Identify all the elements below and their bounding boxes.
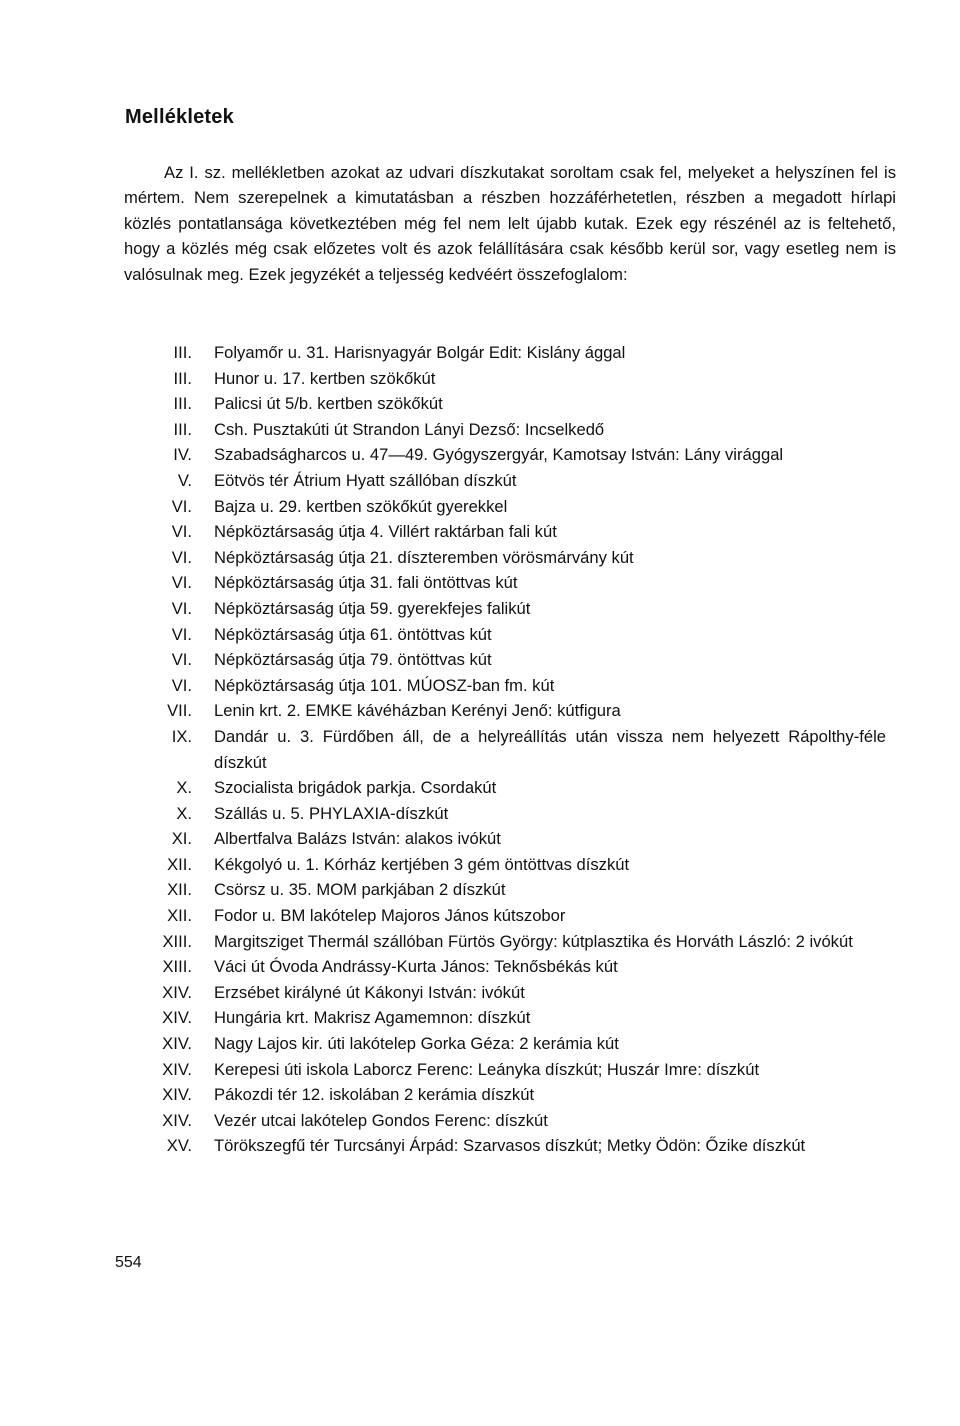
district-number: IV. (173, 445, 192, 465)
fountain-entry: Váci út Óvoda Andrássy-Kurta János: Teknősbékás kút (214, 957, 618, 977)
fountain-entry: Fodor u. BM lakótelep Majoros János kútszobor (214, 906, 566, 926)
fountain-entry: Kerepesi úti iskola Laborcz Ferenc: Leányka díszkút; Huszár Imre: díszkút (214, 1059, 760, 1079)
district-number: X. (176, 778, 192, 798)
fountain-entry: Szabadságharcos u. 47—49. Gyógyszergyár, Kamotsay István: Lány virággal (214, 445, 784, 465)
fountain-entry: Eötvös tér Átrium Hyatt szállóban díszkút (214, 470, 517, 490)
list-item (124, 391, 904, 417)
list-item (124, 647, 904, 673)
district-number: XII. (167, 880, 192, 900)
fountain-entry: Hunor u. 17. kertben szökőkút (214, 368, 436, 388)
fountain-entry: Népköztársaság útja 101. MÚOSZ-ban fm. kút (214, 675, 555, 695)
list-item (124, 545, 904, 571)
district-number: VI. (171, 624, 192, 644)
district-number: III. (173, 419, 192, 439)
district-number: XV. (166, 1136, 192, 1156)
fountain-entry: Pákozdi tér 12. iskolában 2 kerámia díszkút (214, 1085, 535, 1105)
list-item (124, 1057, 904, 1083)
list-item (124, 340, 904, 366)
fountain-entry: Folyamőr u. 31. Harisnyagyár Bolgár Edit: Kislány ággal (214, 343, 626, 362)
list-item (124, 801, 904, 827)
district-number: III. (173, 394, 192, 414)
list-item (124, 1031, 904, 1057)
list-item (124, 519, 904, 545)
fountain-entry: Népköztársaság útja 31. fali öntöttvas kút (214, 573, 518, 593)
district-number: XIII. (162, 957, 192, 977)
fountain-entry: Népköztársaság útja 59. gyerekfejes falikút (214, 598, 531, 618)
district-number: III. (173, 368, 192, 388)
list-item (124, 877, 904, 903)
fountain-entry: Bajza u. 29. kertben szökőkút gyerekkel (214, 496, 508, 516)
fountain-entry: Csörsz u. 35. MOM parkjában 2 díszkút (214, 880, 506, 900)
fountain-entry: Nagy Lajos kir. úti lakótelep Gorka Géza: 2 kerámia kút (214, 1034, 619, 1054)
district-number: VI. (171, 496, 192, 516)
list-item (124, 622, 904, 648)
list-item (124, 775, 904, 801)
list-item (124, 698, 904, 724)
district-number: XIII. (162, 931, 192, 951)
list-item (124, 417, 904, 443)
district-number: VII. (167, 701, 192, 721)
fountain-entry: Erzsébet királyné út Kákonyi István: ivókút (214, 982, 525, 1002)
district-number: XIV. (162, 1110, 192, 1130)
fountain-entry: Margitsziget Thermál szállóban Fürtös György: kútplasztika és Horváth László: 2 ivókút (214, 931, 853, 951)
intro-paragraph: Az I. sz. mellékletben azokat az udvari díszkutakat soroltam csak fel, melyeket a helyszínen fel is mértem. Nem szerepelnek a kimutatásban a részben hozzáférhetetlen, részben a megadott hírlapi közlés pontatlansága következtében még fel nem lelt újabb kutak. Ezek egy részénél az is feltehető, hogy a közlés még csak előzetes volt és azok felállítására csak később kerül sor, vagy esetleg nem is valósulnak meg. Ezek jegyzékét a teljesség kedvéért összefoglalom: (124, 163, 896, 284)
fountain-entry: Népköztársaság útja 21. díszteremben vörösmárvány kút (214, 547, 634, 567)
list-item (124, 1082, 904, 1108)
fountain-entry: Palicsi út 5/b. kertben szökőkút (214, 394, 443, 414)
section-heading: Mellékletek (125, 106, 234, 128)
fountain-entry: Vezér utcai lakótelep Gondos Ferenc: díszkút (214, 1110, 548, 1130)
district-number: XIV. (162, 1085, 192, 1105)
district-number: VI. (171, 598, 192, 618)
page-number: 554 (115, 1254, 142, 1271)
list-item (124, 724, 904, 775)
district-number: VI. (171, 650, 192, 670)
list-item (124, 903, 904, 929)
list-item (124, 852, 904, 878)
district-number: XI. (171, 829, 192, 849)
district-number: IX. (171, 726, 192, 746)
fountain-entry: Szállás u. 5. PHYLAXIA-díszkút (214, 803, 449, 823)
fountain-entry: Kékgolyó u. 1. Kórház kertjében 3 gém öntöttvas díszkút (214, 854, 630, 874)
district-number: XIV. (162, 1034, 192, 1054)
fountain-entry: Hungária krt. Makrisz Agamemnon: díszkút (214, 1008, 531, 1028)
district-number: V. (177, 470, 192, 490)
list-item (124, 954, 904, 980)
fountain-entry: Népköztársaság útja 79. öntöttvas kút (214, 650, 492, 670)
list-item (124, 596, 904, 622)
fountain-entry: Népköztársaság útja 4. Villért raktárban fali kút (214, 522, 557, 542)
district-number: VI. (171, 675, 192, 695)
fountain-entry: Népköztársaság útja 61. öntöttvas kút (214, 624, 492, 644)
fountain-entry: Albertfalva Balázs István: alakos ivókút (214, 829, 501, 849)
district-number: VI. (171, 522, 192, 542)
fountain-entry: Dandár u. 3. Fürdőben áll, de a helyreállítás után vissza nem helyezett Rápolthy-féle díszkút (214, 726, 886, 772)
fountain-entry: Törökszegfű tér Turcsányi Árpád: Szarvasos díszkút; Metky Ödön: Őzike díszkút (214, 1136, 806, 1156)
district-number: XII. (167, 906, 192, 926)
list-item (124, 468, 904, 494)
district-number: III. (173, 343, 192, 362)
fountain-entry: Lenin krt. 2. EMKE kávéházban Kerényi Jenő: kútfigura (214, 701, 621, 721)
list-item (124, 442, 904, 468)
district-number: XIV. (162, 1008, 192, 1028)
list-item (124, 826, 904, 852)
district-number: VI. (171, 573, 192, 593)
district-number: XIV. (162, 982, 192, 1002)
list-item (124, 494, 904, 520)
fountain-entry: Csh. Pusztakúti út Strandon Lányi Dezső: Incselkedő (214, 419, 605, 439)
fountain-entry: Szocialista brigádok parkja. Csordakút (214, 778, 497, 798)
district-number: XII. (167, 854, 192, 874)
list-item (124, 673, 904, 699)
list-item (124, 980, 904, 1006)
list-item (124, 366, 904, 392)
list-item (124, 1005, 904, 1031)
list-item (124, 1108, 904, 1134)
district-number: X. (176, 803, 192, 823)
list-item (124, 1133, 904, 1159)
fountain-list (124, 340, 904, 1159)
district-number: XIV. (162, 1059, 192, 1079)
district-number: VI. (171, 547, 192, 567)
list-item (124, 929, 904, 955)
list-item (124, 570, 904, 596)
